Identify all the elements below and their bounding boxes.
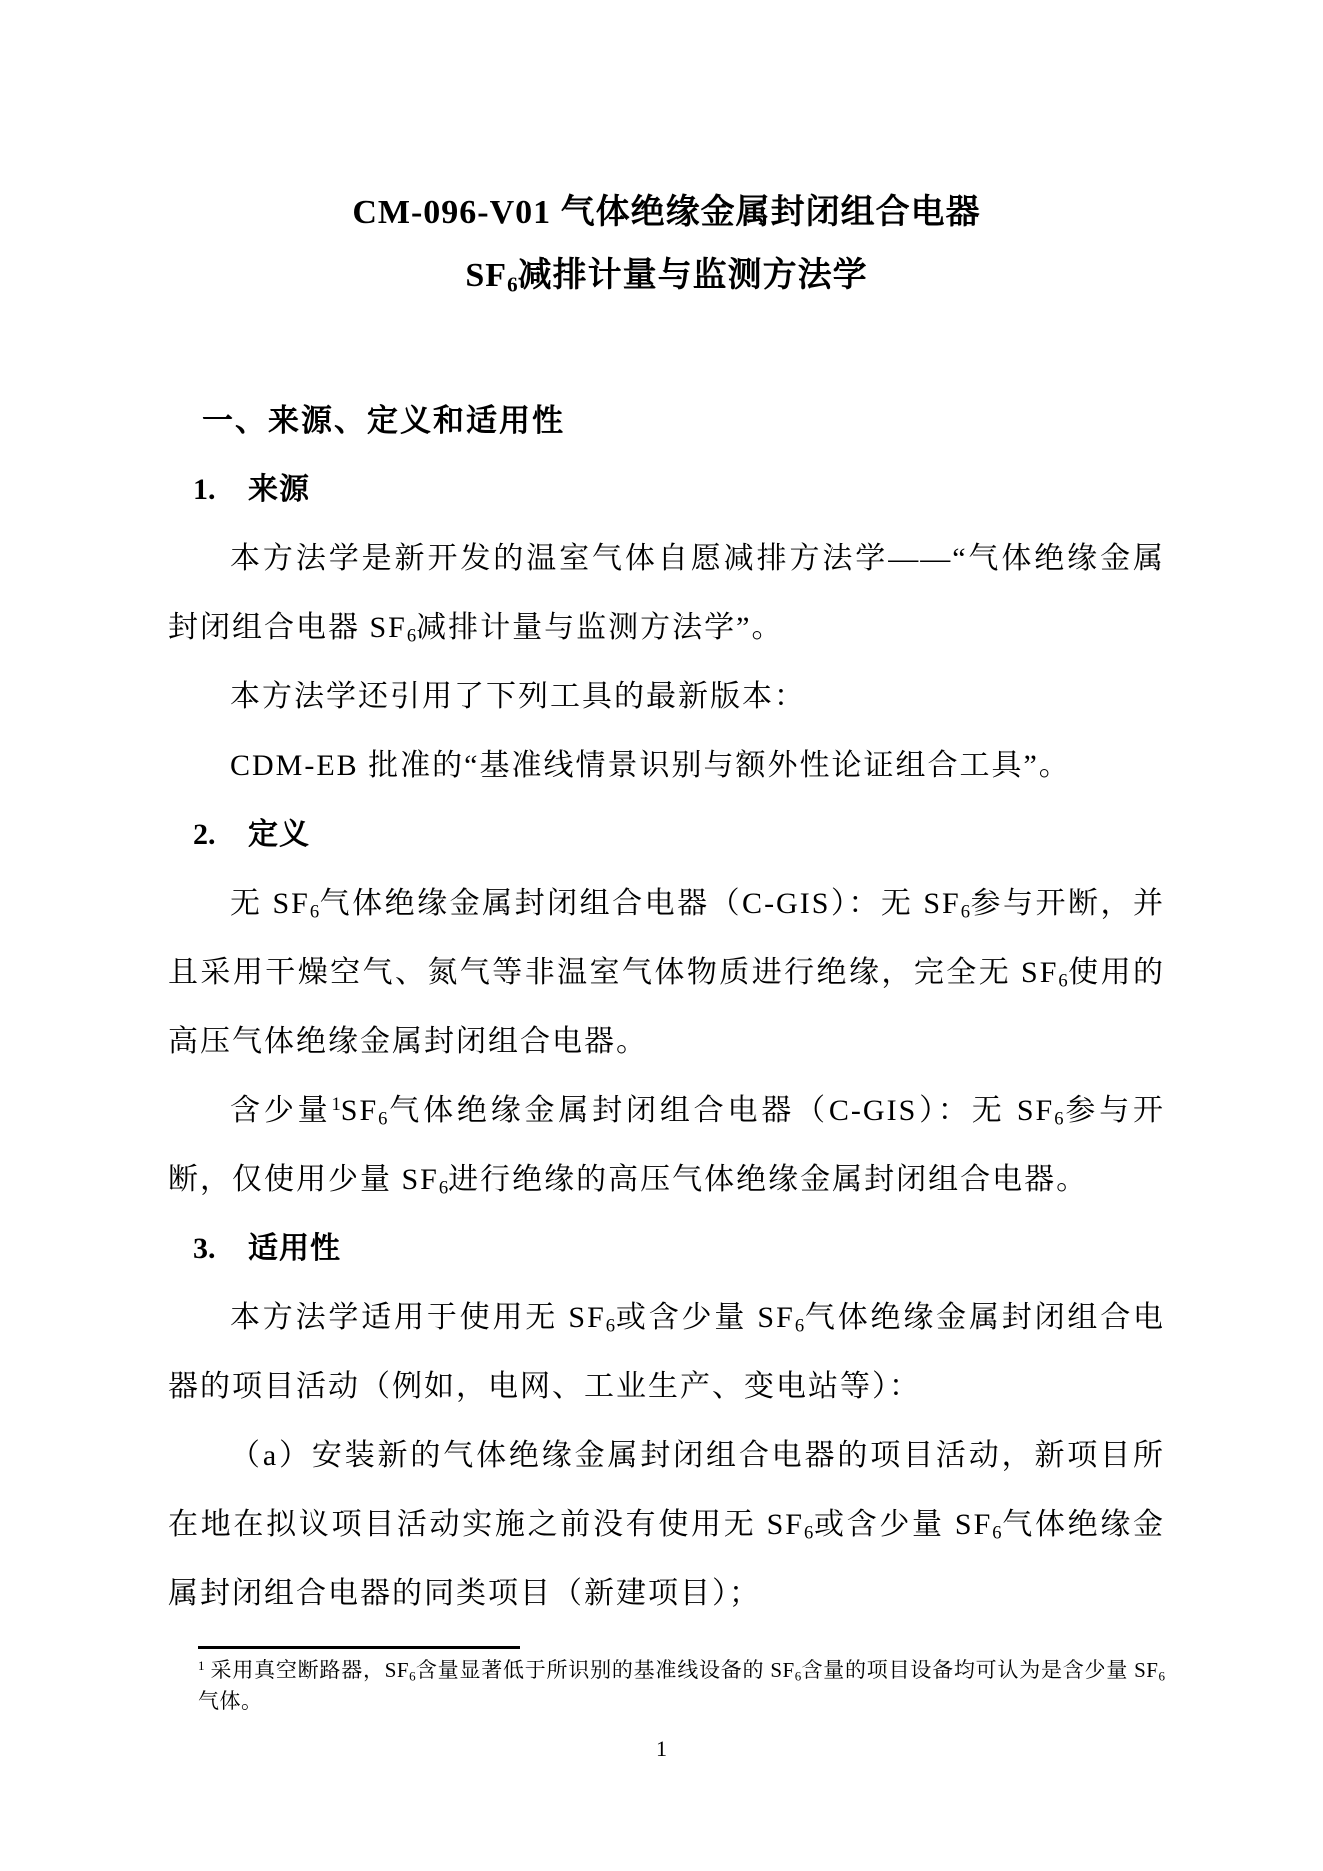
subscript: 6 [309, 901, 320, 923]
footnote-text [198, 1655, 1165, 1717]
text-run: 本方法学还引用了下列工具的最新版本： [230, 680, 806, 713]
document-body [168, 386, 1165, 1717]
subscript: 6 [605, 1315, 616, 1337]
section-heading-sources-definitions-applicability: 一、来源、定义和适用性 [202, 403, 565, 438]
footnote-separator [198, 1646, 520, 1649]
paragraph-source-3 [168, 731, 1165, 800]
text-run: 本方法学是新开发的温室气体自愿减排方法学——“气体绝缘金属封闭组合电器 SF [168, 542, 1165, 644]
paragraph-source-1 [168, 524, 1165, 662]
subscript: 6 [1158, 1668, 1166, 1684]
text-run: 无 SF [230, 887, 310, 920]
text-run: 采用真空断路器，SF [204, 1658, 410, 1682]
text-run: （a）安装新的气体绝缘金属封闭组合电器的项目活动，新项目所在地在拟议项目活动实施之前没有使用无 SF [168, 1439, 1165, 1541]
subsection-heading-definitions [193, 800, 1165, 869]
text-run: 含少量 [230, 1094, 332, 1127]
subscript: 6 [406, 625, 417, 647]
text-run: 气体绝缘金属封闭组合电器（C-GIS）：无 SF [319, 887, 961, 920]
subsection-label: 适用性 [248, 1232, 341, 1265]
paragraph-definition-1 [168, 869, 1165, 1076]
superscript: 1 [331, 1093, 341, 1115]
text-run: 减排计量与监测方法学”。 [416, 611, 784, 644]
superscript: 1 [198, 1657, 205, 1673]
subsection-heading-source [193, 455, 1165, 524]
paragraph-applicability-1 [168, 1283, 1165, 1421]
text-run: 使用的高压气体绝缘金属封闭组合电器。 [168, 956, 1166, 1058]
document-title-line2 [168, 256, 1165, 296]
subscript: 6 [794, 1668, 802, 1684]
subscript: 6 [507, 272, 518, 297]
subsection-number: 1. [193, 473, 216, 506]
subsection-heading-applicability [193, 1214, 1165, 1283]
text-run: 本方法学适用于使用无 SF [230, 1301, 606, 1334]
subsection-number: 2. [193, 818, 216, 851]
subsection-number: 3. [193, 1232, 216, 1265]
text-run: 参与开断，仅使用少量 SF [168, 1094, 1166, 1196]
text-run: 减排计量与监测方法学 [517, 257, 868, 294]
text-run: CDM-EB 批准的“基准线情景识别与额外性论证组合工具”。 [230, 749, 1071, 782]
text-run: 气体绝缘金属封闭组合电器的同类项目（新建项目）； [168, 1508, 1166, 1610]
subscript: 6 [438, 1177, 449, 1199]
subscript: 6 [1054, 1108, 1064, 1130]
text-run: 或含少量 SF [813, 1508, 993, 1541]
document-title-line1: CM-096-V01 气体绝缘金属封闭组合电器 [352, 194, 981, 231]
text-run: 气体绝缘金属封闭组合电器的项目活动（例如，电网、工业生产、变电站等）： [168, 1301, 1166, 1403]
subscript: 6 [378, 1108, 388, 1130]
text-run: SF [340, 1094, 379, 1127]
subscript: 6 [992, 1522, 1002, 1544]
text-run: SF [465, 257, 508, 294]
subscript: 6 [794, 1315, 805, 1337]
subsection-label: 定义 [248, 818, 310, 851]
text-run: 气体。 [198, 1689, 263, 1713]
text-run: 含量的项目设备均可认为是含少量 SF [801, 1658, 1159, 1682]
page-number: 1 [656, 1736, 667, 1761]
text-run: 气体绝缘金属封闭组合电器（C-GIS）：无 SF [387, 1094, 1055, 1127]
subscript: 6 [960, 901, 971, 923]
paragraph-definition-2 [168, 1076, 1165, 1214]
text-run: 参与开断，并且采用干燥空气、氮气等非温室气体物质进行绝缘，完全无 SF [168, 887, 1165, 989]
paragraph-source-2 [168, 662, 1165, 731]
text-run: 含量显著低于所识别的基准线设备的 SF [415, 1658, 795, 1682]
subscript: 6 [409, 1668, 416, 1684]
subscript: 6 [1058, 970, 1068, 992]
paragraph-applicability-2 [168, 1421, 1165, 1628]
text-run: 进行绝缘的高压气体绝缘金属封闭组合电器。 [448, 1163, 1089, 1196]
subscript: 6 [803, 1522, 814, 1544]
subsection-label: 来源 [248, 473, 310, 506]
text-run: 或含少量 SF [615, 1301, 795, 1334]
